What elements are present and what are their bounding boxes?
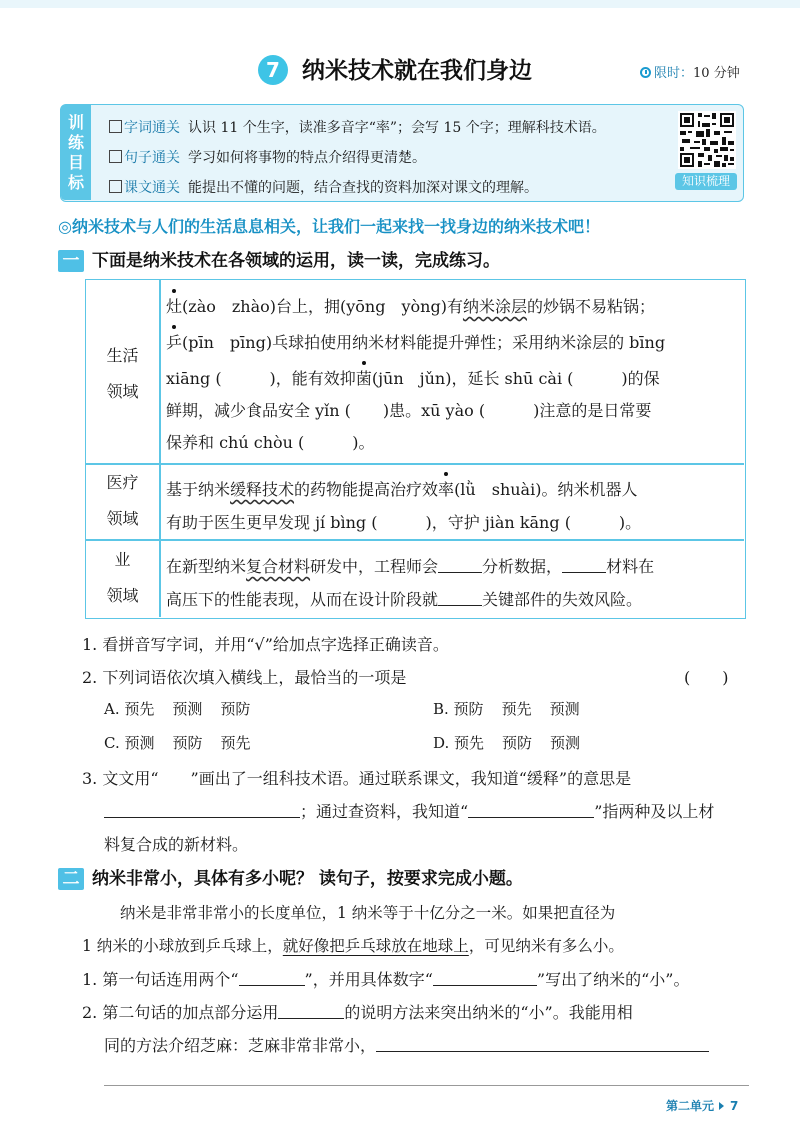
qr-code-icon[interactable] (678, 111, 736, 169)
question-1-3-line2: ；通过查资料，我知道“ ”指两种及以上材 (104, 799, 714, 822)
wavy-sample (159, 769, 191, 788)
qr-label: 知识梳理 (675, 173, 737, 190)
page-footer: 第二单元 7 (666, 1099, 739, 1113)
goal-row-words: 字词通关 认识 11 个生字，读准多音字“率”；会写 15 个字；理解科技术语。 (109, 117, 606, 137)
table-line: 乒(pīn pīng)乓球拍使用纳米材料能提升弹性；采用纳米涂层的 bīng (166, 330, 665, 353)
checkbox[interactable] (109, 120, 122, 133)
section-2-heading: 二 纳米非常小，具体有多小呢？ 读句子，按要求完成小题。 (58, 864, 523, 890)
question-1-1: 1. 看拼音写字词，并用“√”给加点字选择正确读音。 (82, 635, 449, 654)
category-industry: 业 领域 (106, 550, 139, 605)
question-1-3-line3: 料复合成的新材料。 (104, 835, 249, 854)
question-1-2: 2. 下列词语依次填入横线上，最恰当的一项是 (82, 668, 407, 687)
timer-label: 限时： (654, 66, 694, 81)
fill-blank[interactable] (239, 971, 305, 986)
category-life: 生活 领域 (106, 346, 139, 401)
lesson-title: 纳米技术就在我们身边 (302, 58, 532, 84)
option-c[interactable]: C. 预测 预防 预先 (104, 734, 251, 752)
checkbox[interactable] (109, 150, 122, 163)
fill-blank[interactable] (468, 803, 594, 818)
answer-line[interactable] (104, 1085, 749, 1086)
question-2-2-line2: 同的方法介绍芝麻：芝麻非常非常小， (104, 1033, 709, 1056)
passage-line: 纳米是非常非常小的长度单位，1 纳米等于十亿分之一米。如果把直径为 (120, 904, 616, 922)
answer-paren[interactable]: ( ) (684, 668, 729, 687)
fill-blank[interactable] (438, 558, 482, 573)
goal-row-sentences: 句子通关 学习如何将事物的特点介绍得更清楚。 (109, 147, 426, 167)
clock-icon (640, 67, 651, 78)
training-goals-box (60, 104, 744, 202)
option-a[interactable]: A. 预先 预测 预防 (104, 700, 251, 718)
table-line: 鲜期，减少食品安全 yǐn ( )患。xū yào ( )注意的是日常要 (166, 401, 652, 420)
option-b[interactable]: B. 预防 预先 预测 (433, 700, 580, 718)
question-2-2: 2. 第二句话的加点部分运用 的说明方法来突出纳米的“小”。我能用相 (82, 1003, 633, 1022)
table-line: 基于纳米缓释技术的药物能提高治疗效率(lǜ shuài)。纳米机器人 (166, 477, 637, 500)
goal-row-text: 课文通关 能提出不懂的问题，结合查找的资料加深对课文的理解。 (109, 177, 538, 197)
table-line: 有助于医生更早发现 jí bìng ( )，守护 jiàn kāng ( )。 (166, 513, 642, 532)
fill-blank[interactable] (104, 803, 300, 818)
question-1-3: 3. 文文用“ ”画出了一组科技术语。通过联系课文，我知道“缓释”的意思是 (82, 769, 632, 788)
timer-value: 10 分钟 (693, 66, 740, 81)
section-1-heading: 一 下面是纳米技术在各领域的运用，读一读，完成练习。 (58, 246, 500, 272)
timer (640, 62, 740, 81)
option-d[interactable]: D. 预先 预防 预测 (433, 734, 581, 752)
fill-blank[interactable] (562, 558, 606, 573)
table-line: 保养和 chú chòu ( )。 (166, 433, 375, 452)
table-line: xiāng ( )，能有效抑菌(jūn jǔn)，延长 shū cài ( )的保 (166, 366, 660, 389)
fill-blank[interactable] (278, 1004, 344, 1019)
checkbox[interactable] (109, 180, 122, 193)
fill-blank[interactable] (438, 591, 482, 606)
table-line: 在新型纳米复合材料研发中，工程师会 分析数据， 材料在 (166, 557, 655, 576)
lesson-number: 7 (258, 55, 288, 85)
application-table (85, 279, 746, 619)
goals-badge: 训 练 目 标 (61, 105, 91, 200)
intro-text: ◎纳米技术与人们的生活息息相关，让我们一起来找一找身边的纳米技术吧！ (58, 217, 600, 236)
fill-blank[interactable] (433, 971, 537, 986)
passage-line: 1 纳米的小球放到乒乓球上，就好像把乒乓球放在地球上，可见纳米有多么小。 (82, 937, 624, 955)
top-band (0, 0, 800, 8)
question-2-1: 1. 第一句话连用两个“ ”，并用具体数字“ ”写出了纳米的“小”。 (82, 970, 690, 989)
table-line: 灶(zào zhào)台上，拥(yōng yòng)有纳米涂层的炒锅不易粘锅； (166, 294, 655, 317)
table-line: 高压下的性能表现，从而在设计阶段就 关键部件的失效风险。 (166, 590, 643, 609)
fill-blank[interactable] (376, 1037, 709, 1052)
category-medical: 医疗 领域 (106, 473, 139, 528)
triangle-icon (719, 1102, 724, 1110)
